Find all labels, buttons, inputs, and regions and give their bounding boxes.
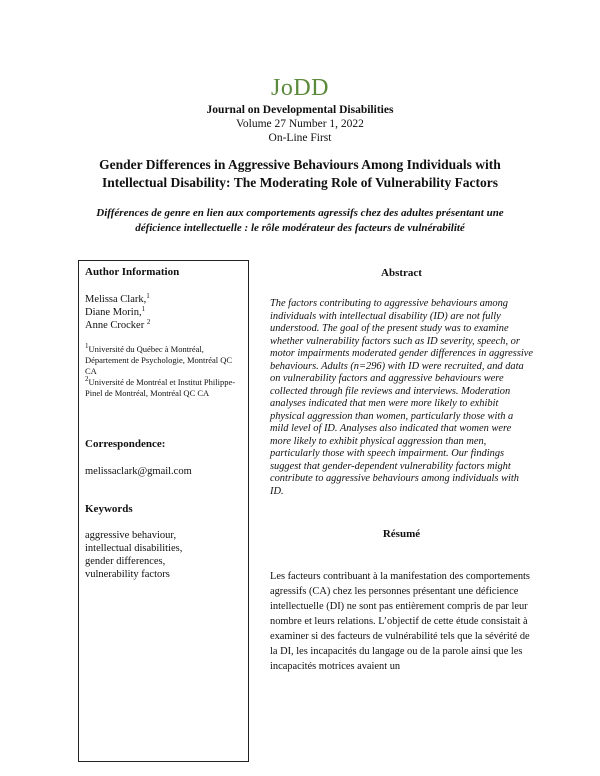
- journal-volume: Volume 27 Number 1, 2022: [236, 118, 364, 130]
- main-column: [270, 266, 533, 674]
- keyword: vulnerability factors: [85, 569, 170, 580]
- resume-heading: Résumé: [382, 528, 421, 540]
- correspondence-heading: Correspondence:: [85, 438, 166, 450]
- french-title-line: déficience intellectuelle : le rôle modérateur des facteurs de vulnérabilité: [135, 222, 465, 234]
- resume-text: Les facteurs contribuant à la manifestation des comportements agressifs (CA) chez les personnes présentant une déficience intellectuelle (DI) ne sont pas entièrement compris de par leur nombre et leurs relations. L’objectif de cette étude consistait à examiner si des facteurs de vulnérabilité tels que la sévérité de la DI, les incapacités du langage ou de la parole ainsi que les incapacités motrices avaient un: [270, 571, 530, 672]
- article-french-title: [70, 206, 530, 236]
- journal-name: Journal on Developmental Disabilities: [206, 104, 394, 116]
- correspondence-email[interactable]: melissaclark@gmail.com: [85, 466, 192, 477]
- french-title-line: Différences de genre en lien aux comportements agressifs chez des adultes présentant une: [96, 207, 504, 219]
- keywords-heading: Keywords: [85, 503, 133, 515]
- author-name: Melissa Clark,$^1$: [85, 292, 150, 305]
- keyword: aggressive behaviour,: [85, 530, 177, 541]
- keyword-list: [85, 529, 242, 581]
- article-title-line: Intellectual Disability: The Moderating Role of Vulnerability Factors: [101, 175, 499, 190]
- author-name: Anne Crocker $^2$: [85, 318, 151, 331]
- journal-header: [0, 74, 600, 145]
- keyword: gender differences,: [85, 556, 166, 567]
- affiliation: $^2$Université de Montréal et Institut Philippe-Pinel de Montréal, Montréal QC CA: [85, 375, 236, 398]
- journal-abbreviation: JoDD: [270, 75, 329, 101]
- article-title-line: Gender Differences in Aggressive Behaviours Among Individuals with: [99, 157, 501, 172]
- author-info-heading: Author Information: [85, 266, 180, 278]
- author-list: [85, 293, 242, 332]
- article-title: [60, 156, 540, 192]
- abstract-heading: Abstract: [381, 267, 422, 279]
- author-info-box: [78, 260, 249, 762]
- publication-status: On-Line First: [268, 132, 332, 144]
- affiliation: $^1$Université du Québec à Montréal, Département de Psychologie, Montréal QC CA: [85, 342, 233, 376]
- affiliation-list: [85, 344, 242, 399]
- keyword: intellectual disabilities,: [85, 543, 183, 554]
- abstract-text: The factors contributing to aggressive behaviours among individuals with intellectual disability (ID) are not fully understood. The goal of the present study was to examine whether vulnerability factors such as ID severity, speech, or motor impairments moderated gender differences in aggressive behaviours. Adults (n=296) with ID were recruited, and data on vulnerability factors and aggressive behaviours were collected through file reviews and interviews. Moderation analyses indicated that men were more likely to exhibit physical aggression than women, particularly those with a mild level of ID. Analyses also indicated that women were more likely to exhibit physical aggression than men, particularly those with speech impairment. Our findings suggest that gender-dependent vulnerability factors might contribute to aggressive behaviours among individuals with ID.: [270, 298, 533, 497]
- author-name: Diane Morin,$^1$: [85, 305, 146, 318]
